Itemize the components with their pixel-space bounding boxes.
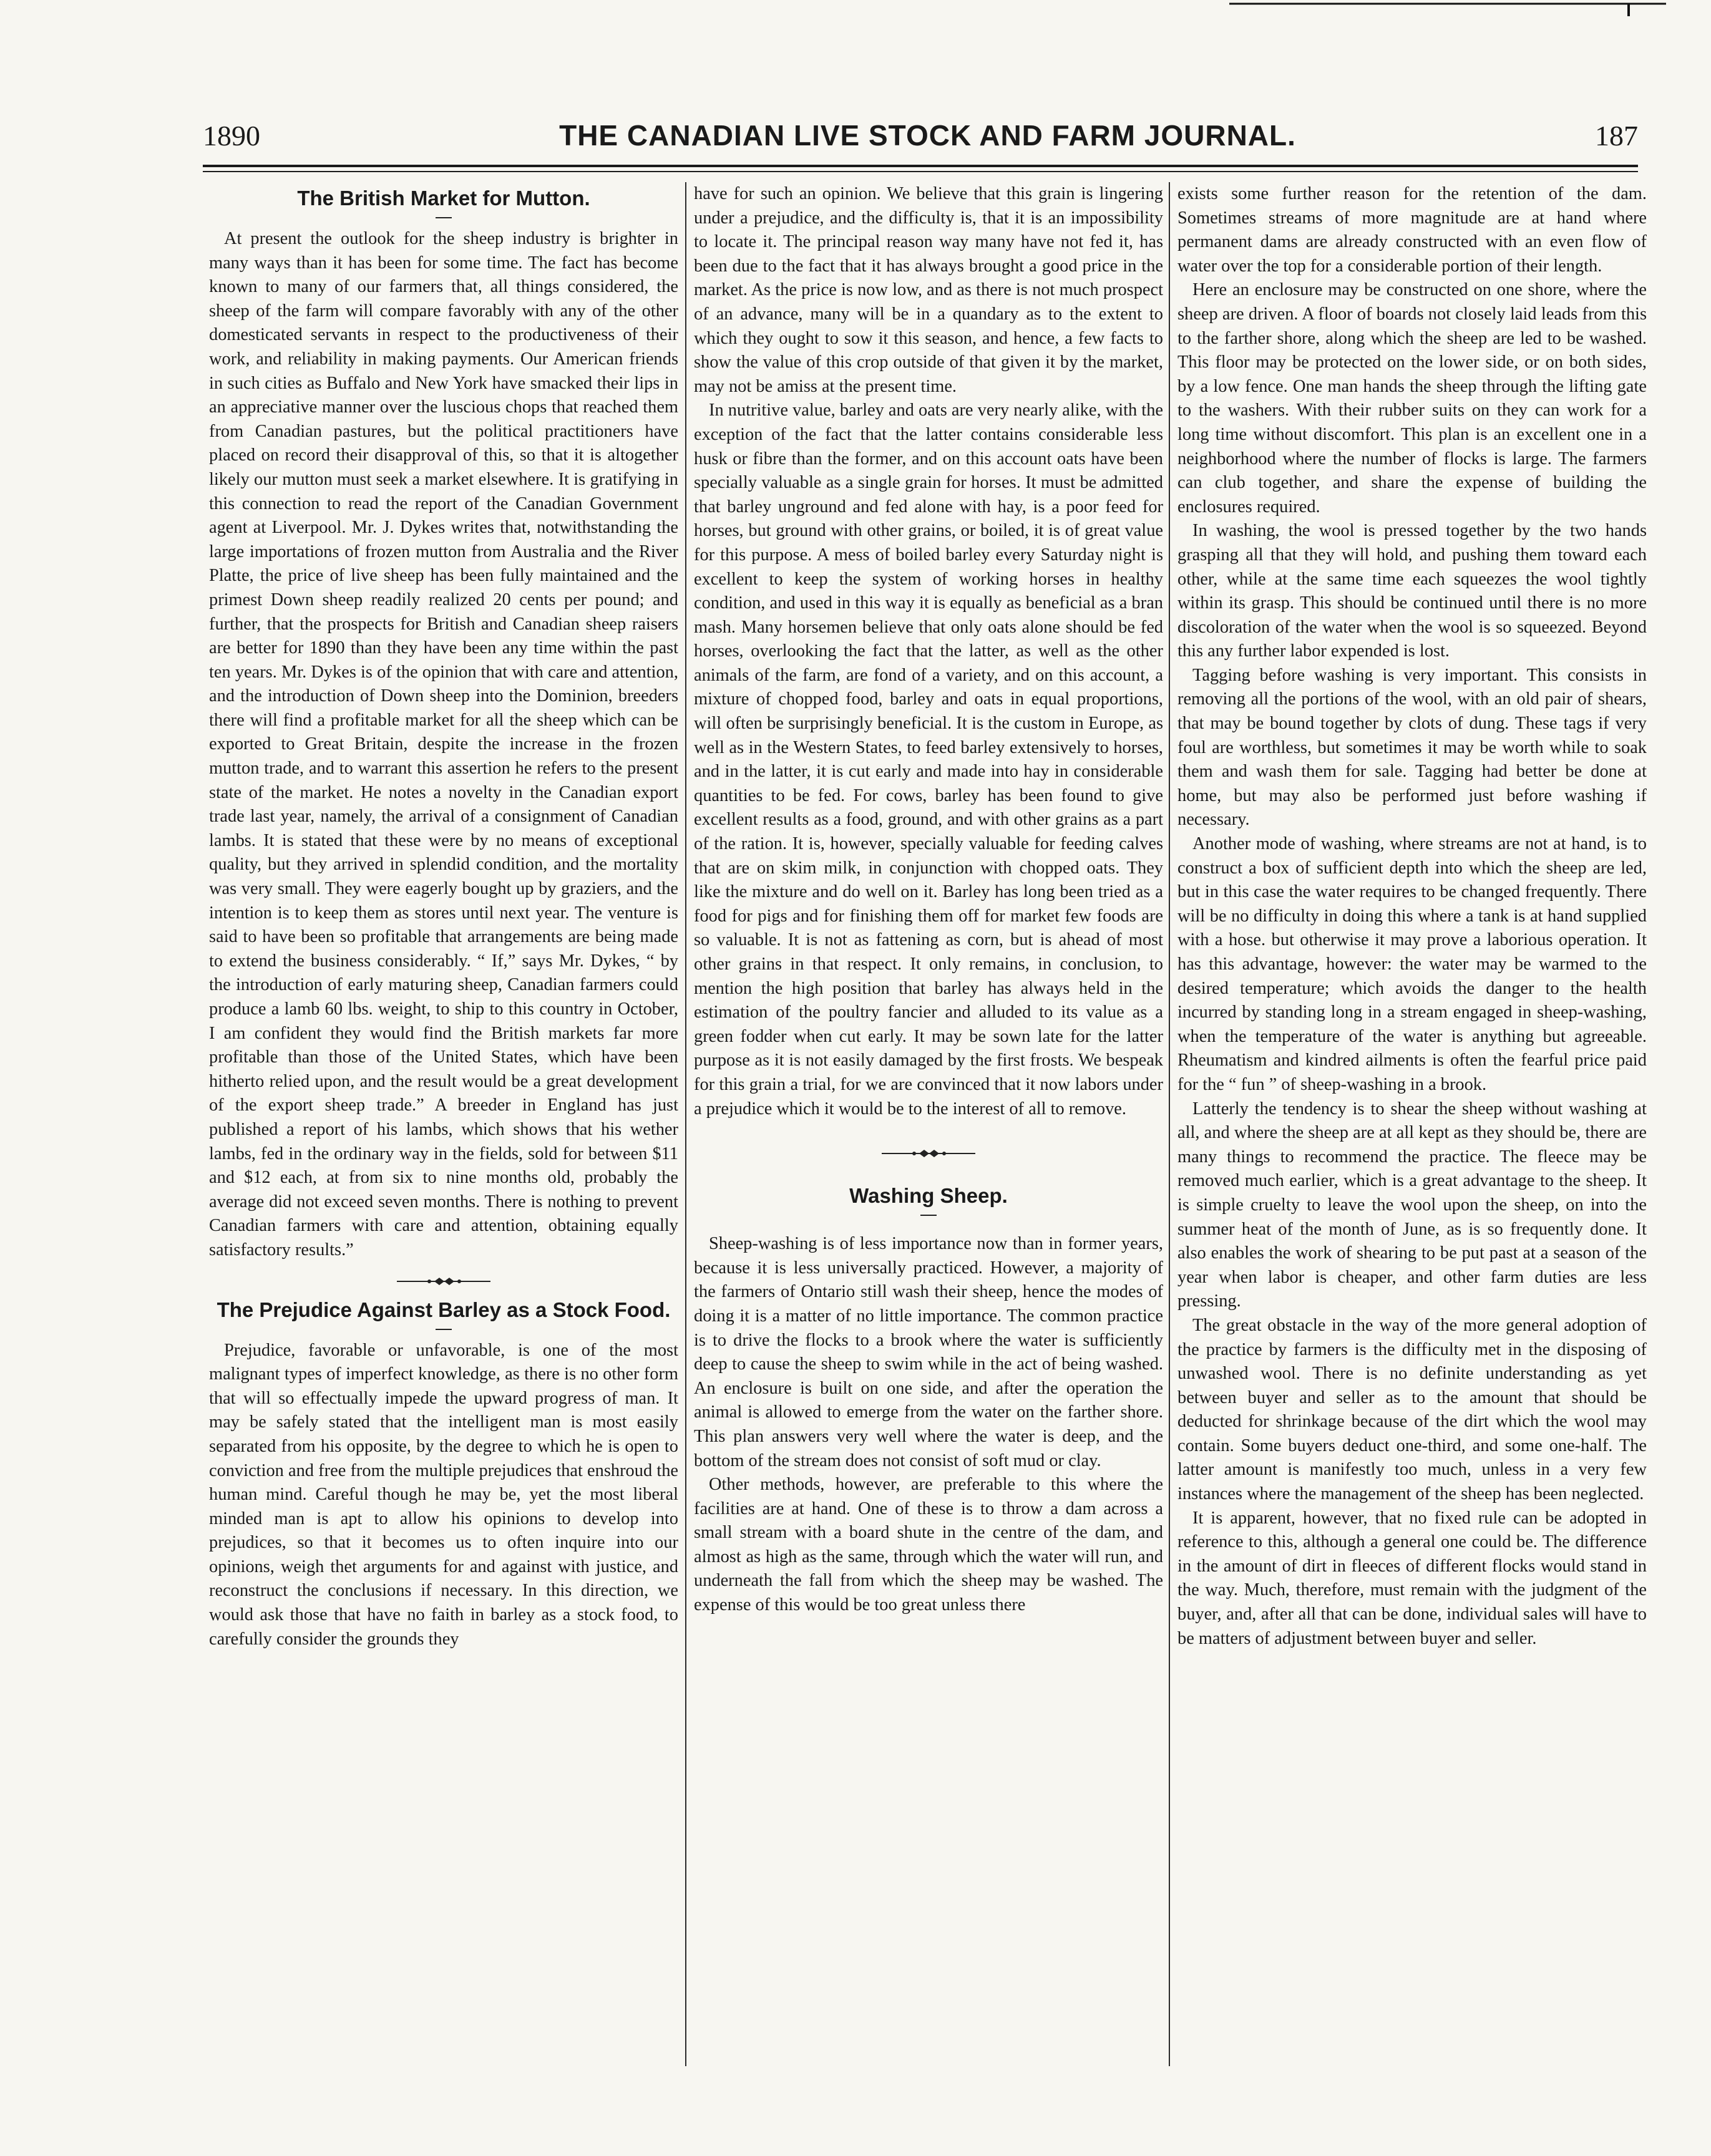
- article-paragraph-continued: exists some further reason for the retention of the dam. Sometimes streams of more magnitude are at hand where permanent dams are already constructed with an even flow of water over the top for a considerable portion of their length.: [1177, 184, 1647, 276]
- title-dash: [920, 1215, 937, 1216]
- article-paragraph: At present the outlook for the sheep industry is brighter in many ways than it has been for some time. The fact has become known to many of our farmers that, all things considered, the sheep of the farm will compare favorably with any of the other domesticated servants in respect to the productiveness of their work, and reliability in making payments. Our American friends in such cities as Buffalo and New York have smacked their lips in an appreciative manner over the luscious chops that reached them from Canadian pastures, but the political practitioners have placed on record their disapproval of this, so that it is altogether likely our mutton must seek a market elsewhere. It is gratifying in this connection to read the report of the Canadian Government agent at Liverpool. Mr. J. Dykes writes that, notwithstanding the large importations of frozen mutton from Australia and the River Platte, the price of live sheep has been fully maintained and the primest Down sheep readily realized 20 cents per pound; and further, that the prospects for British and Canadian sheep raisers are better for 1890 than they have been any time within the past ten years. Mr. Dykes is of the opinion that with care and attention, and the introduction of Down sheep into the Dominion, breeders there will find a profitable market for all the sheep which can be exported to Great Britain, despite the increase in the frozen mutton trade, and to warrant this assertion he refers to the present state of the market. He notes a novelty in the Canadian export trade last year, namely, the arrival of a consignment of Canadian lambs. It is stated that these were by no means of exceptional quality, but they arrived in splendid condition, and the mortality was very small. They were eagerly bought up by graziers, and the intention is to keep them as stores until next year. The venture is said to have been so profitable that arrangements are being made to extend the business considerably. “ If,” says Mr. Dykes, “ by the introduction of early maturing sheep, Canadian farmers could produce a lamb 60 lbs. weight, to ship to this country in October, I am confident they would find the British markets far more profitable than those of the United States, which have been hitherto relied upon, and the result would be a great development of the export sheep trade.” A breeder in England has just published a report of his lambs, which shows that his wether lambs, fed in the ordinary way in the fields, sold for between $11 and $12 each, at from six to nine months old, probably the average did not exceed seven months. There is nothing to prevent Canadian farmers with care and attention, obtaining equally satisfactory results.”: [209, 229, 678, 1260]
- article-paragraph: Tagging before washing is very important. This consists in removing all the portions of the wool, with an old pair of shears, that may be bound together by clots of dung. These tags if very foul are worthless, but sometimes it may be worth while to soak them and wash them for sale. Tagging had better be done at home, but may also be performed just before washing if necessary.: [1177, 665, 1647, 830]
- article-paragraph: Prejudice, favorable or unfavorable, is one of the most malignant types of imperfect knowledge, as there is no other form that will so effectually impede the upward progress of man. It may be safely stated that the intelligent man is most easily separated from his opposite, by the degree to which he is open to conviction and free from the multiple prejudices that enshroud the human mind. Careful though he may be, yet the most liberal minded man is apt to allow his opinions to develop into prejudices, so that it becomes us to often inquire into our opinions, weigh thet arguments for and against with justice, and reconstruct the conclusions if necessary. In this direction, we would ask those that have no faith in barley as a stock food, to carefully consider the grounds they: [209, 1340, 678, 1649]
- article-paragraph: Other methods, however, are preferable to this where the facilities are at hand. One of these is to throw a dam across a small stream with a board shute in the centre of the dam, and almost as high as the same, through which the water will run, and underneath the fall from which the sheep may be washed. The expense of this would be too great unless there: [694, 1475, 1163, 1615]
- column-divider: [685, 182, 686, 2066]
- article-paragraph: Here an enclosure may be constructed on one shore, where the sheep are driven. A floor of boards not closely laid leads from this to the farther shore, along which the sheep are led to be washed. This floor may be protected on the lower side, or on both sides, by a low fence. One man hands the sheep through the lifting gate to the washers. With their rubber suits on they can work for a long time without discomfort. This plan is an excellent one in a neighborhood where the number of flocks is large. The farmers can club together, and share the expense of building the enclosures required.: [1177, 280, 1647, 517]
- header-rule: [203, 165, 1638, 172]
- article-title-washing-sheep: Washing Sheep.: [849, 1184, 1008, 1208]
- section-ornament: [397, 1274, 490, 1289]
- article-paragraph: In washing, the wool is pressed together by the two hands grasping all that they will hold, and pushing them toward each other, while at the same time each squeezes the wool tightly within its grasp. This should be continued until there is no more discoloration of the water when the wool is so squeezed. Beyond this any further labor expended is lost.: [1177, 521, 1647, 661]
- journal-title: THE CANADIAN LIVE STOCK AND FARM JOURNAL.: [559, 119, 1296, 152]
- article-paragraph: In nutritive value, barley and oats are very nearly alike, with the exception of the fact that the latter contains considerable less husk or fibre than the former, and on this account oats have been specially valuable as a single grain for horses. It must be admitted that barley unground and fed alone with hay, is a poor feed for horses, but ground with other grains, or boiled, it is of great value for this purpose. A mess of boiled barley every Saturday night is excellent to keep the system of working horses in healthy condition, and used in this way it is equally as beneficial as a bran mash. Many horsemen believe that only oats alone should be fed horses, overlooking the fact that the latter, as well as the other animals of the farm, are fond of a variety, and on this account, a mixture of chopped food, barley and oats in equal proportions, will often be surprisingly beneficial. It is the custom in Europe, as well as in the Western States, to feed barley extensively to horses, and in the latter, it is cut early and made into hay in considerable quantities to be fed. For cows, barley has been found to give excellent results as a food, ground, and with other grains as a part of the ration. It is, however, specially valuable for feeding calves that are on skim milk, in conjunction with chopped oats. They like the mixture and do well on it. Barley has long been tried as a food for pigs and for finishing them off for market few foods are so valuable. It is not as fattening as corn, but is ahead of most other grains in that respect. It only remains, in conclusion, to mention the high position that barley has always held in the estimation of the poultry fancier and alluded to its value as a green fodder when cut early. It may be sown late for the latter purpose as it is not easily damaged by the first frosts. We bespeak for this grain a trial, for we are convinced that it now labors under a prejudice which it would be to the interest of all to remove.: [694, 401, 1163, 1119]
- article-paragraph: Latterly the tendency is to shear the sheep without washing at all, and where the sheep are at all kept as they should be, there are many things to recommend the practice. The fleece may be removed much earlier, which is a great advantage to the sheep. It is simple cruelty to leave the wool upon the sheep, on into the summer heat of the month of June, as is so frequently done. It also enables the work of shearing to be put past at a season of the year when labor is cheaper, and other farm duties are less pressing.: [1177, 1099, 1647, 1311]
- column-3: [1177, 182, 1647, 2097]
- column-1: [209, 182, 678, 2097]
- scan-edge-mark: [1229, 0, 1666, 19]
- running-head: [203, 119, 1638, 162]
- article-paragraph-continued: have for such an opinion. We believe that this grain is lingering under a prejudice, and the difficulty is, that it is an impossibility to locate it. The principal reason way many have not fed it, has been due to the fact that it has always brought a good price in the market. As the price is now low, and as there is not much prospect of an advance, many will be in a quandary as to the extent to which they ought to sow it this season, and hence, a few facts to show the value of this crop outside of that given it by the market, may not be amiss at the present time.: [694, 184, 1163, 396]
- header-year: 1890: [203, 120, 260, 152]
- column-2: [694, 182, 1163, 2097]
- article-paragraph: Sheep-washing is of less importance now than in former years, because it is less universally practiced. However, a majority of the farmers of Ontario still wash their sheep, hence the modes of doing it is a matter of no little importance. The common practice is to drive the flocks to a brook where the water is sufficiently deep to cause the sheep to swim while in the act of being washed. An enclosure is built on one side, and after the operation the animal is allowed to emerge from the water on the farther shore. This plan answers very well where the water is deep, and the bottom of the stream does not consist of soft mud or clay.: [694, 1234, 1163, 1470]
- column-divider: [1169, 182, 1170, 2066]
- article-title-barley: The Prejudice Against Barley as a Stock Food.: [217, 1298, 671, 1321]
- title-dash: [436, 217, 452, 218]
- article-title-british-market: The British Market for Mutton.: [297, 187, 590, 210]
- section-ornament: [882, 1146, 975, 1161]
- page-number: 187: [1595, 120, 1638, 152]
- title-dash: [436, 1329, 452, 1330]
- article-paragraph: It is apparent, however, that no fixed rule can be adopted in reference to this, although a general one could be. The difference in the amount of dirt in fleeces of different flocks would stand in the way. Much, therefore, must remain with the judgment of the buyer, and, after all that can be done, individual sales will have to be matters of adjustment between buyer and seller.: [1177, 1508, 1647, 1648]
- article-paragraph: Another mode of washing, where streams are not at hand, is to construct a box of sufficient depth into which the sheep are led, but in this case the water requires to be changed frequently. There will be no difficulty in doing this where a tank is at hand supplied with a hose. but otherwise it may prove a laborious operation. It has this advantage, however: the water may be warmed to the desired temperature; which avoids the danger to the health incurred by standing long in a stream engaged in sheep-washing, when the temperature of the water is anything but agreeable. Rheumatism and kindred ailments is often the fearful price paid for the “ fun ” of sheep-washing in a brook.: [1177, 834, 1647, 1094]
- article-paragraph: The great obstacle in the way of the more general adoption of the practice by farmers is the difficulty met in the disposing of unwashed wool. There is no definite understanding as yet between buyer and seller as to the amount that should be deducted for shrinkage because of the dirt which the wool may contain. Some buyers deduct one-third, and some one-half. The latter amount is manifestly too much, unless in a very few instances where the management of the sheep has been neglected.: [1177, 1315, 1647, 1504]
